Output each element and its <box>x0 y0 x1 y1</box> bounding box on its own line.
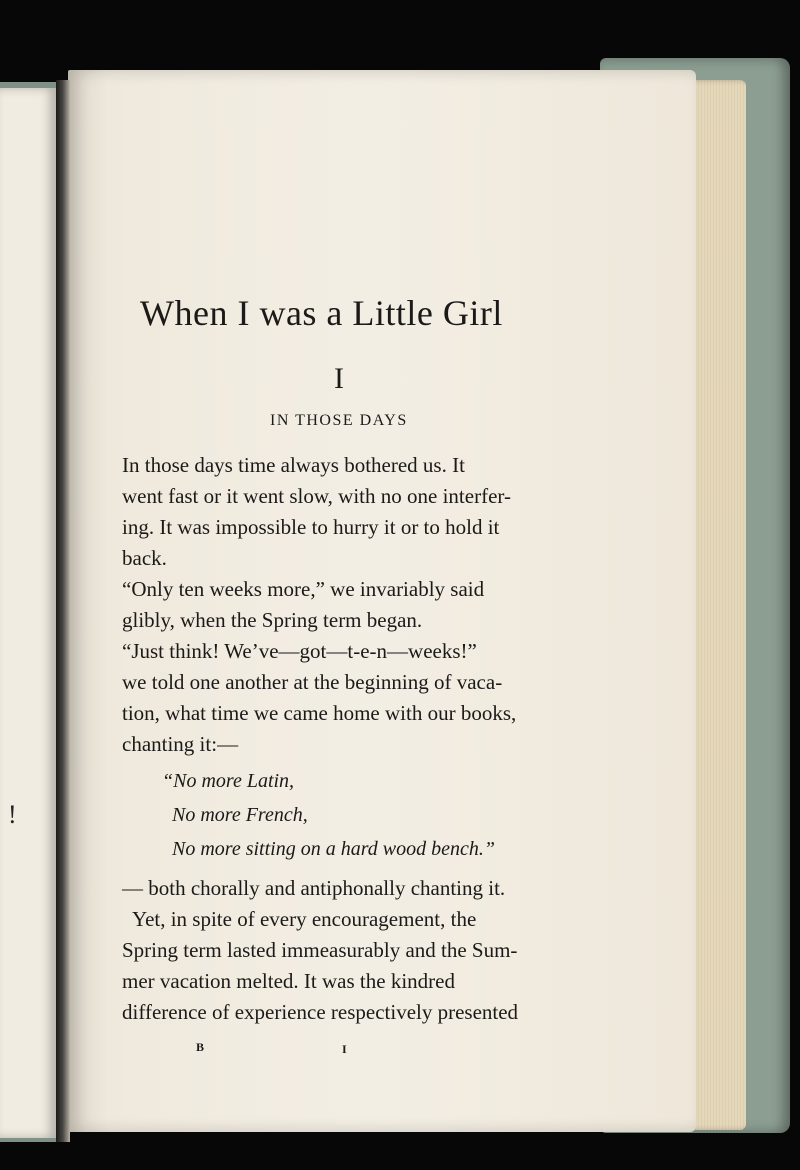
text-line: tion, what time we came home with our books, <box>122 701 517 725</box>
poem-line: No more French, <box>172 804 308 826</box>
text-line: back. <box>122 546 167 570</box>
poem-line: “No more Latin, <box>162 770 295 792</box>
text-line: — both chorally and antiphonally chanting it. <box>122 876 506 900</box>
text-line: difference of experience respectively presented <box>122 1000 519 1024</box>
page-number: I <box>342 1042 347 1056</box>
text-line: mer vacation melted. It was the kindred <box>122 969 455 993</box>
text-line: went fast or it went slow, with no one interfer- <box>122 484 511 508</box>
book-gutter <box>56 80 70 1142</box>
chapter-number: I <box>334 362 344 395</box>
page-edges <box>688 80 746 1130</box>
signature-mark: B <box>196 1040 205 1054</box>
poem-line: No more sitting on a hard wood bench.” <box>172 838 495 860</box>
book-title: When I was a Little Girl <box>140 293 503 333</box>
text-line: glibly, when the Spring term began. <box>122 608 423 632</box>
text-line: In those days time always bothered us. It <box>122 453 465 477</box>
chapter-title: IN THOSE DAYS <box>270 412 408 429</box>
left-page-mark: ! <box>8 800 17 829</box>
text-line: chanting it:— <box>122 732 239 756</box>
text-line: “Just think! We’ve—got—t-e-n—weeks!” <box>122 639 477 663</box>
left-page <box>0 88 56 1138</box>
text-line: “Only ten weeks more,” we invariably said <box>122 577 485 601</box>
text-line: we told one another at the beginning of vaca- <box>122 670 503 694</box>
text-line: Yet, in spite of every encouragement, the <box>132 907 477 931</box>
text-line: Spring term lasted immeasurably and the Sum- <box>122 938 518 962</box>
text-line: ing. It was impossible to hurry it or to hold it <box>122 515 500 539</box>
